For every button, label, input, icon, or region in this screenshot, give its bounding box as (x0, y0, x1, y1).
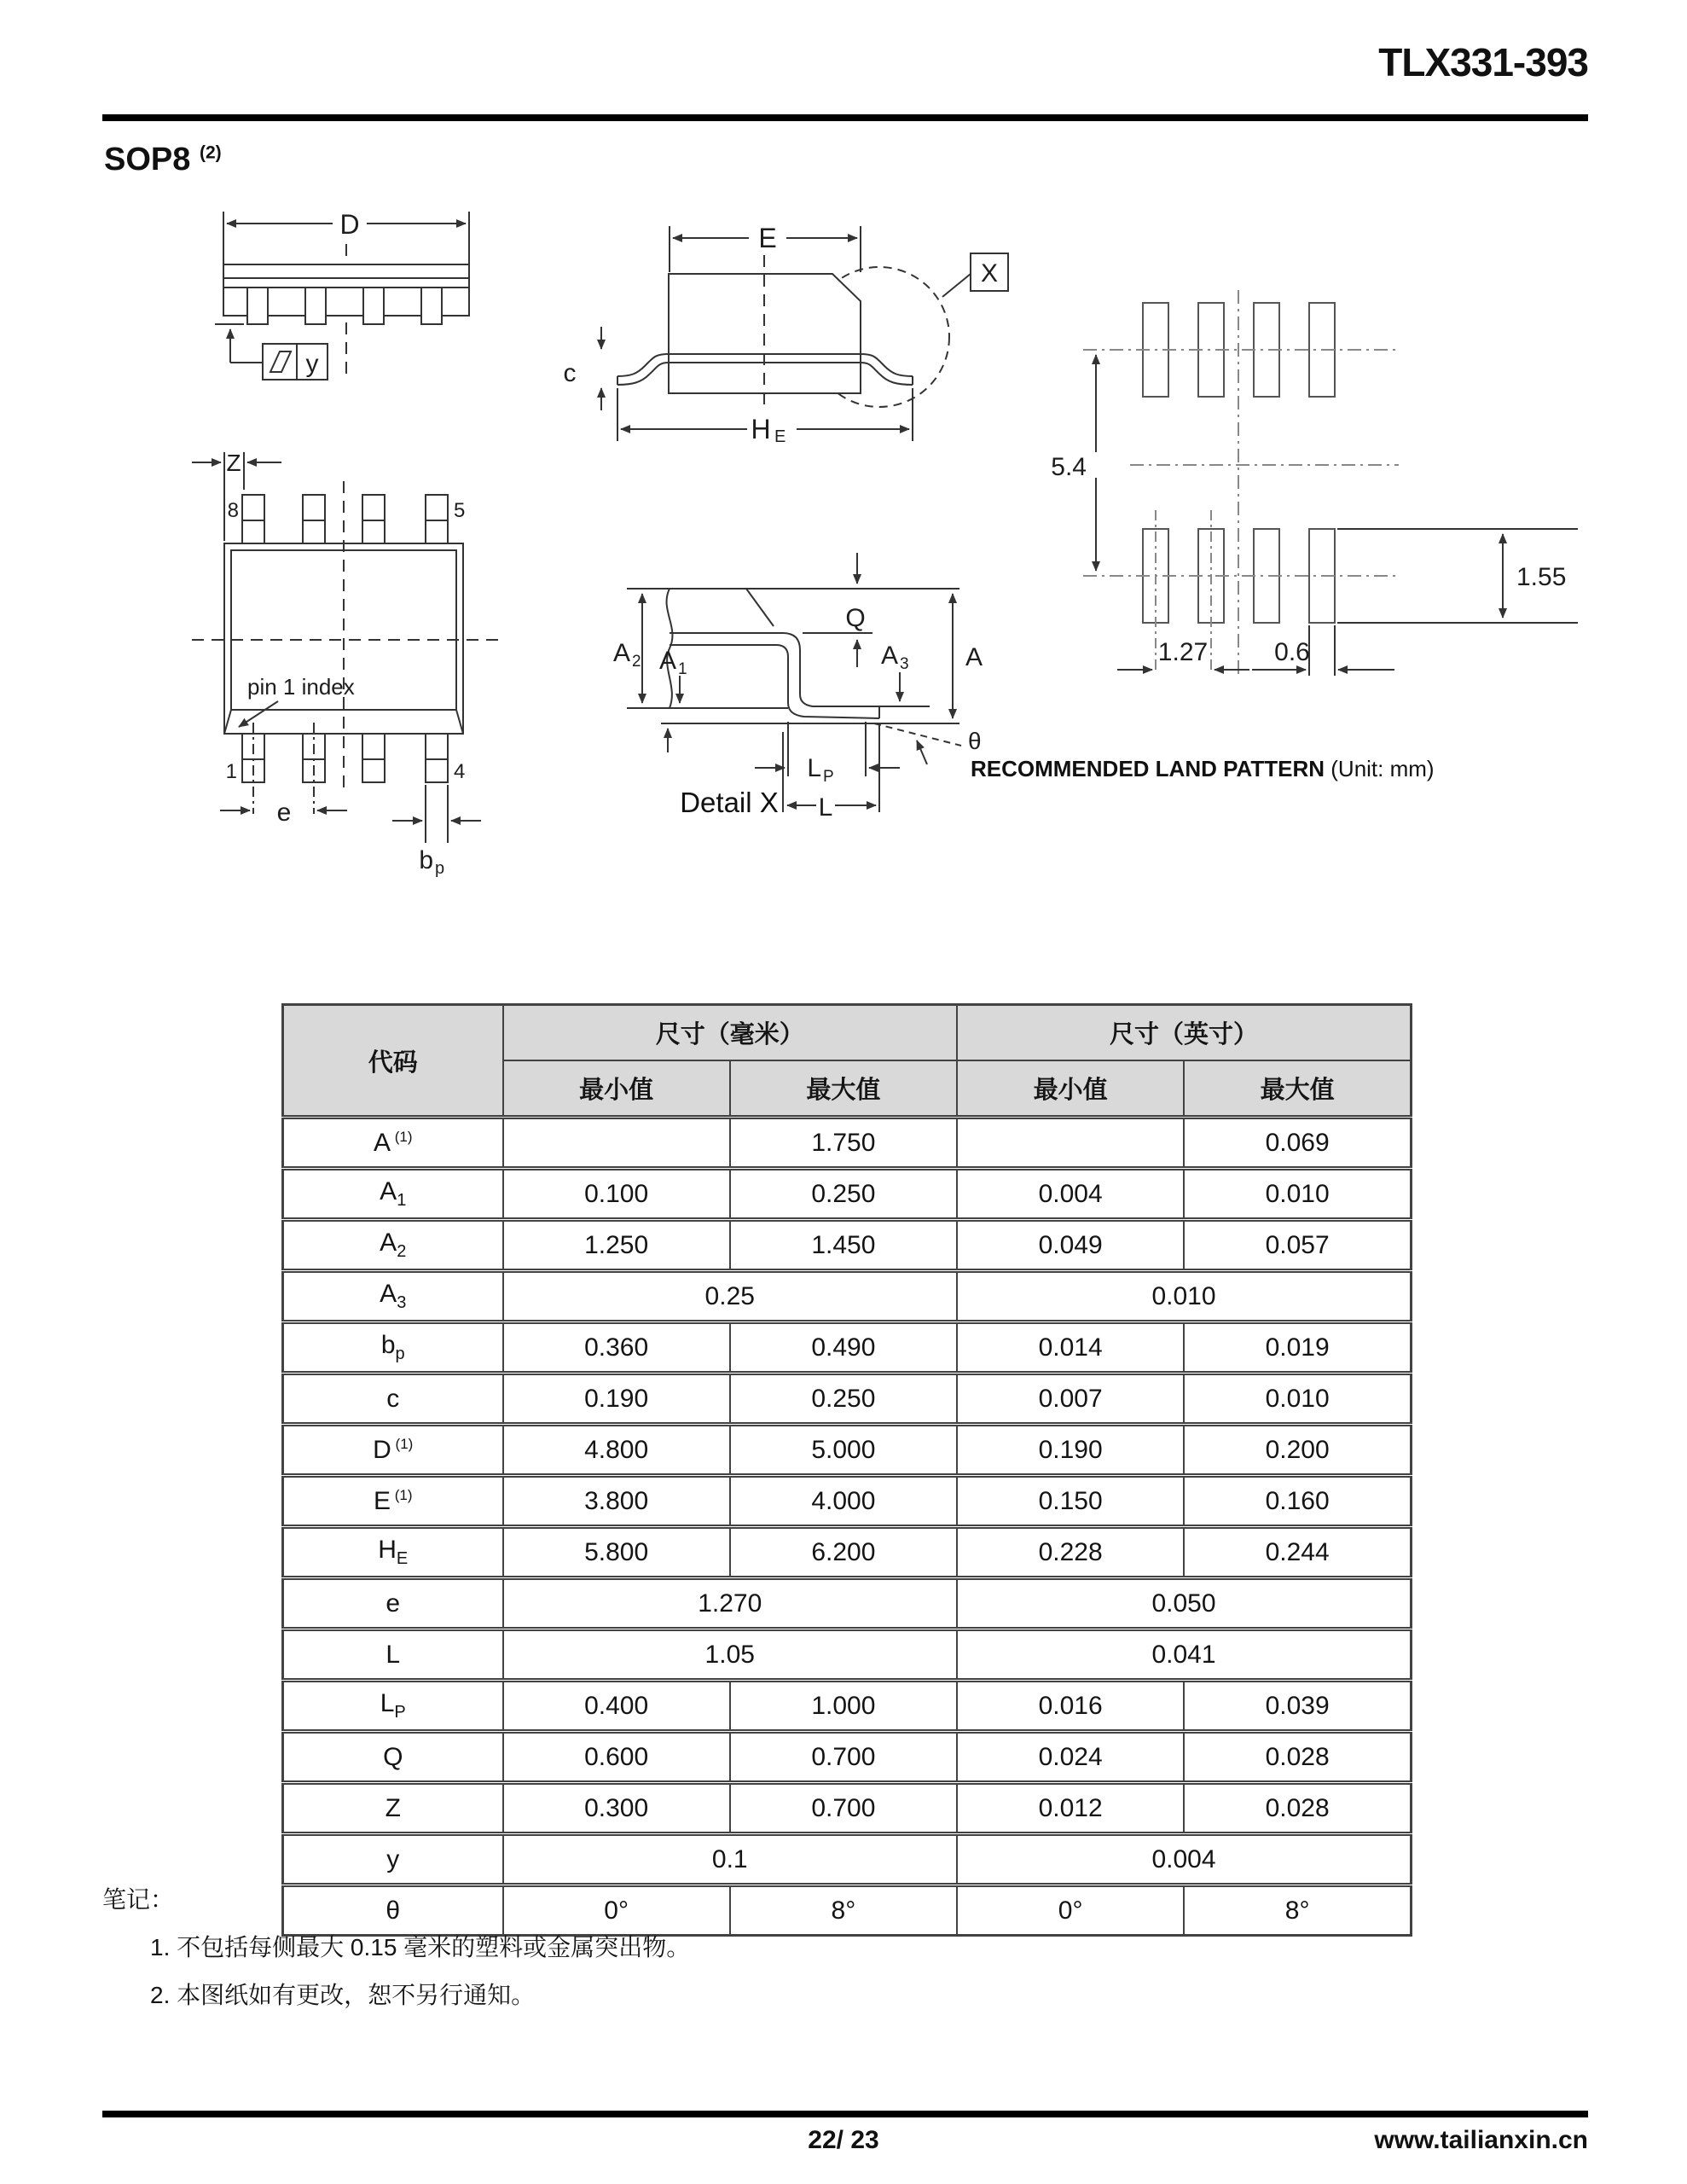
land-pattern-unit: (Unit: mm) (1325, 756, 1435, 781)
land-pattern-caption (971, 756, 1435, 782)
dim-value: 0.028 (1184, 1732, 1411, 1783)
dim-value: 0.012 (957, 1783, 1184, 1834)
dim-label-a: A (965, 643, 983, 671)
dim-value: 0.069 (1184, 1118, 1411, 1169)
dim-value: 0.200 (1184, 1425, 1411, 1476)
col-header-inch-max: 最大值 (1184, 1060, 1411, 1118)
dim-value: 0.700 (730, 1783, 957, 1834)
dim-code: $A_3$ (283, 1271, 503, 1322)
dim-label-lp-sub: P (823, 768, 834, 786)
section-note-ref: (2) (199, 142, 222, 163)
pin-4-label: 4 (454, 760, 466, 783)
table-row (283, 1169, 1412, 1220)
dim-value: 0.400 (503, 1681, 730, 1732)
note-item: 1. 不包括每侧最大 0.15 毫米的塑料或金属突出物。 (150, 1934, 691, 1960)
table-row (283, 1374, 1412, 1425)
dim-value: 0.250 (730, 1374, 957, 1425)
dim-code: $b_p$ (283, 1322, 503, 1374)
dim-value: 0.016 (957, 1681, 1184, 1732)
detail-x-caption: Detail X (680, 787, 779, 818)
table-row (283, 1681, 1412, 1732)
doc-number: TLX331-393 (1378, 40, 1588, 84)
pin1-index-label: pin 1 index (247, 674, 355, 700)
dim-code: $H_E$ (283, 1527, 503, 1578)
dim-label-theta: θ (968, 728, 982, 754)
dim-value: 0.049 (957, 1220, 1184, 1271)
dim-value: 0.010 (957, 1271, 1412, 1322)
dim-value: 0.039 (1184, 1681, 1411, 1732)
dim-label-a1-sub: 1 (678, 660, 687, 678)
table-row (283, 1783, 1412, 1834)
dim-value: 0.150 (957, 1476, 1184, 1527)
table-row (283, 1578, 1412, 1629)
table-row (283, 1322, 1412, 1374)
dim-value: 0.300 (503, 1783, 730, 1834)
pin-8-label: 8 (227, 499, 239, 522)
dim-label-he-sub: E (774, 427, 786, 446)
dim-label-e-pitch: e (276, 799, 292, 827)
dim-value: 0.600 (503, 1732, 730, 1783)
dim-code: D $^{(1)}$ (283, 1425, 503, 1476)
dim-code: E $^{(1)}$ (283, 1476, 503, 1527)
table-row (283, 1834, 1412, 1885)
notes-section (102, 1881, 690, 2011)
col-header-inch: 尺寸（英寸） (957, 1005, 1412, 1061)
dim-value: 0.004 (957, 1169, 1184, 1220)
dim-value: 1.270 (503, 1578, 958, 1629)
dim-value: 0.244 (1184, 1527, 1411, 1578)
col-header-mm-min: 最小值 (503, 1060, 730, 1118)
dim-value: 1.000 (730, 1681, 957, 1732)
dim-code: Q (283, 1732, 503, 1783)
table-row (283, 1476, 1412, 1527)
table-row (283, 1527, 1412, 1578)
dim-value (503, 1118, 730, 1169)
dim-value: 0.041 (957, 1629, 1412, 1681)
dim-label-a2-sub: 2 (632, 653, 641, 671)
dim-value: 0.019 (1184, 1322, 1411, 1374)
dim-label-pad-width: 0.6 (1274, 638, 1310, 666)
dim-value: 0° (503, 1885, 730, 1936)
dim-value: 0.490 (730, 1322, 957, 1374)
pin-1-label: 1 (225, 760, 237, 783)
dim-label-pad-height: 1.55 (1516, 563, 1567, 591)
col-header-inch-min: 最小值 (957, 1060, 1184, 1118)
dimension-table (281, 1003, 1412, 1937)
section-title (104, 142, 222, 178)
dim-value: 0.700 (730, 1732, 957, 1783)
dim-label-a1-base: A (658, 647, 676, 675)
dim-value: 1.05 (503, 1629, 958, 1681)
dim-value: 0.1 (503, 1834, 958, 1885)
dim-value: 4.000 (730, 1476, 957, 1527)
dim-value (957, 1118, 1184, 1169)
dim-code: e (283, 1578, 503, 1629)
footer-rule (102, 2111, 1588, 2117)
dim-label-a2-base: A (612, 639, 630, 667)
dim-value: 0.050 (957, 1578, 1412, 1629)
dim-code: y (283, 1834, 503, 1885)
col-header-mm: 尺寸（毫米） (503, 1005, 958, 1061)
dim-value: 0.024 (957, 1732, 1184, 1783)
dim-value: 0.190 (503, 1374, 730, 1425)
website-link[interactable]: www.tailianxin.cn (1374, 2126, 1588, 2154)
dim-value: 1.250 (503, 1220, 730, 1271)
dim-table-header (283, 1005, 1412, 1118)
end-view-drawing (546, 218, 1023, 465)
dim-code: $A_1$ (283, 1169, 503, 1220)
top-view-drawing (111, 445, 512, 885)
note-item: 2. 本图纸如有更改，恕不另行通知。 (150, 1982, 536, 2008)
dim-value: 0.100 (503, 1169, 730, 1220)
table-row (283, 1732, 1412, 1783)
dim-code: $L_P$ (283, 1681, 503, 1732)
dim-value: 1.750 (730, 1118, 957, 1169)
dim-label-a3-sub: 3 (900, 655, 909, 673)
dim-value: 0.010 (1184, 1374, 1411, 1425)
dim-label-row-pitch: 5.4 (1051, 453, 1087, 481)
dim-label-pad-pitch: 1.27 (1157, 638, 1209, 666)
dim-value: 0.057 (1184, 1220, 1411, 1271)
package-name: SOP8 (104, 142, 191, 177)
dim-code: Z (283, 1783, 503, 1834)
dim-label-e-body: E (758, 223, 777, 253)
dim-label-bp-base: b (419, 846, 433, 874)
dim-value: 1.450 (730, 1220, 957, 1271)
dim-code: A $^{(1)}$ (283, 1118, 503, 1169)
dim-label-lp-base: L (807, 754, 821, 782)
page-indicator: 22/ 23 (808, 2126, 879, 2154)
dim-value: 6.200 (730, 1527, 957, 1578)
dim-value: 0.250 (730, 1169, 957, 1220)
table-row (283, 1425, 1412, 1476)
dim-value: 0.160 (1184, 1476, 1411, 1527)
side-view-drawing (213, 205, 486, 414)
col-header-mm-max: 最大值 (730, 1060, 957, 1118)
dim-label-z: Z (226, 450, 241, 476)
dim-value: 0° (957, 1885, 1184, 1936)
notes-list (102, 1929, 690, 2011)
dim-code: $A_2$ (283, 1220, 503, 1271)
table-row (283, 1118, 1412, 1169)
land-pattern-title: RECOMMENDED LAND PATTERN (971, 756, 1325, 781)
dim-code: L (283, 1629, 503, 1681)
dim-value: 0.25 (503, 1271, 958, 1322)
dim-value: 5.800 (503, 1527, 730, 1578)
dim-code: θ (283, 1885, 503, 1936)
table-row (283, 1220, 1412, 1271)
dim-label-y: y (305, 350, 319, 378)
land-pattern-drawing (1032, 282, 1595, 708)
dim-value: 3.800 (503, 1476, 730, 1527)
dim-label-q: Q (845, 604, 866, 632)
dim-code: c (283, 1374, 503, 1425)
dim-label-a3-base: A (880, 642, 898, 670)
dim-value: 0.360 (503, 1322, 730, 1374)
notes-title: 笔记： (102, 1886, 175, 1913)
col-header-code: 代码 (283, 1005, 503, 1118)
dim-label-c: c (563, 359, 577, 387)
dim-label-d: D (339, 209, 360, 240)
dim-value: 0.190 (957, 1425, 1184, 1476)
dim-value: 4.800 (503, 1425, 730, 1476)
dim-value: 0.028 (1184, 1783, 1411, 1834)
dim-label-bp-sub: p (435, 859, 445, 878)
dim-value: 0.010 (1184, 1169, 1411, 1220)
dim-value: 8° (1184, 1885, 1411, 1936)
pin-5-label: 5 (454, 499, 466, 522)
dim-value: 0.004 (957, 1834, 1412, 1885)
detail-ref-label: X (980, 259, 999, 288)
dim-label-he-base: H (751, 414, 771, 444)
dim-value: 0.014 (957, 1322, 1184, 1374)
dim-value: 8° (730, 1885, 957, 1936)
dim-table-body (283, 1118, 1412, 1936)
table-row (283, 1271, 1412, 1322)
dim-value: 0.007 (957, 1374, 1184, 1425)
dim-label-l: L (818, 793, 833, 822)
dim-value: 0.228 (957, 1527, 1184, 1578)
dim-value: 5.000 (730, 1425, 957, 1476)
table-row (283, 1629, 1412, 1681)
header-rule (102, 114, 1588, 121)
